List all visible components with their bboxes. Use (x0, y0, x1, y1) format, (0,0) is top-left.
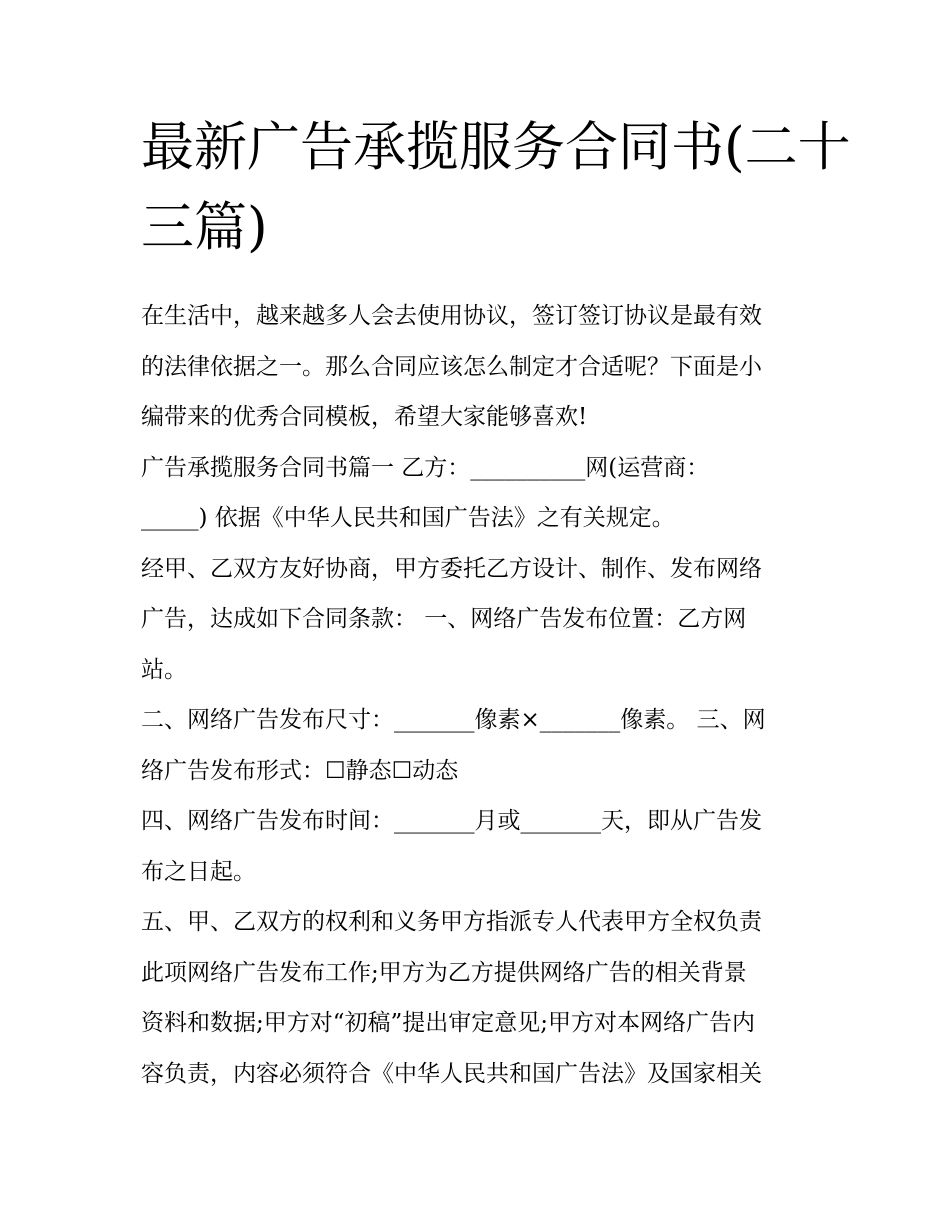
text-line: 站。 (141, 656, 187, 683)
intro-paragraph (141, 291, 813, 443)
text-line: 广告，达成如下合同条款： 一、网络广告发布位置：乙方网 (141, 606, 747, 632)
title-line: 最新广告承揽服务合同书(二十 (141, 117, 851, 178)
text-line: 二、网络广告发布尺寸：_______像素×_______像素。 三、网 (141, 707, 766, 733)
document-page (141, 108, 851, 1099)
text-line: 布之日起。 (141, 858, 256, 885)
text-line: _____) 依据《中华人民共和国广告法》之有关规定。 (141, 505, 675, 531)
document-title (141, 108, 851, 268)
clause-rights-paragraph (141, 897, 813, 1099)
text-line: 络广告发布形式：☐静态☐动态 (141, 757, 459, 784)
text-line: 容负责，内容必须符合《中华人民共和国广告法》及国家相关 (141, 1060, 762, 1087)
text-line: 此项网络广告发布工作;甲方为乙方提供网络广告的相关背景 (141, 959, 747, 986)
text-line: 广告承揽服务合同书篇一 乙方：__________网(运营商： (141, 454, 710, 481)
text-line: 资料和数据;甲方对“初稿”提出审定意见;甲方对本网络广告内 (141, 1010, 756, 1036)
clause-position-paragraph (141, 544, 813, 696)
text-line: 在生活中，越来越多人会去使用协议，签订签订协议是最有效 (141, 303, 762, 329)
clause-time-paragraph (141, 796, 813, 897)
text-line: 经甲、乙双方友好协商，甲方委托乙方设计、制作、发布网络 (141, 555, 762, 582)
text-line: 的法律依据之一。那么合同应该怎么制定才合适呢？下面是小 (141, 353, 762, 380)
clause-size-form-paragraph (141, 695, 813, 796)
text-line: 五、甲、乙双方的权利和义务甲方指派专人代表甲方全权负责 (141, 909, 762, 935)
text-line: 四、网络广告发布时间：_______月或_______天，即从广告发 (141, 808, 762, 834)
title-line: 三篇) (141, 197, 268, 258)
contract-parties-paragraph (141, 443, 813, 544)
text-line: 编带来的优秀合同模板，希望大家能够喜欢! (141, 404, 588, 430)
